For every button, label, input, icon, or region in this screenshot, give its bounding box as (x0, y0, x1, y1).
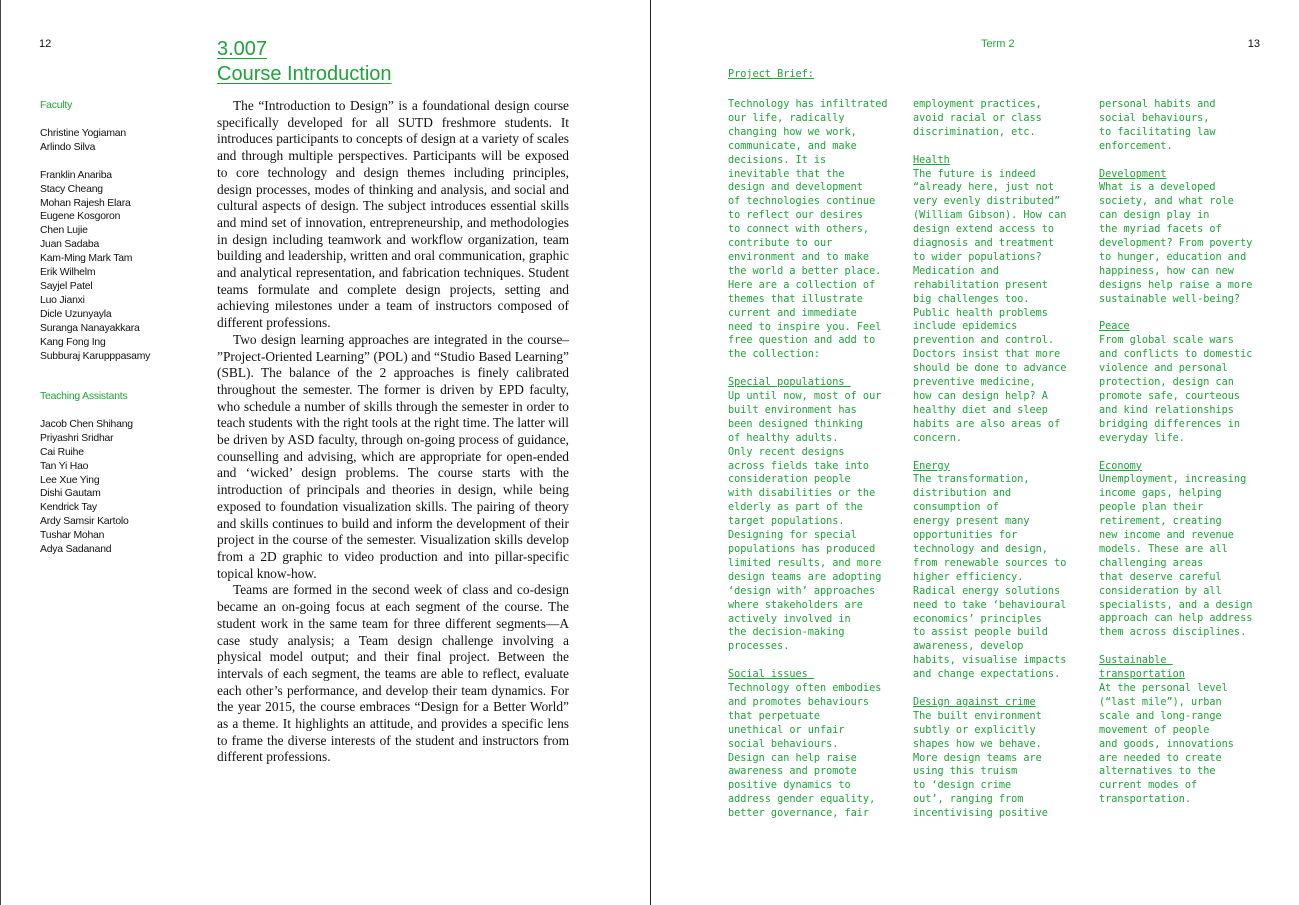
faculty-name: Erik Wilhelm (40, 267, 96, 279)
faculty-list (40, 99, 150, 363)
faculty-name: Sayjel Patel (40, 280, 93, 292)
page-number: 13 (1247, 38, 1260, 50)
brief-column-2 (913, 98, 1089, 821)
brief-column-1 (728, 98, 904, 821)
course-title: Course Introduction (217, 63, 392, 85)
section-text: Technology often embodies and promotes behaviours that perpetuate unethical or unfair social behaviours. Design can help raise awareness and promote positive dynamics to address gender equality, better governance, fair (728, 683, 882, 820)
section-text: Up until now, most of our built environment has been designed thinking of healthy adults. Only recent designs across fields take into consideration people with disabilities or the elderly as part of the target populations. Designing for special populations has produced limited results, and more design teams are adopting ‘design with’ approaches where stakeholders are actively involved in the decision-making processes. (728, 391, 882, 653)
paragraph: Teams are formed in the second week of class and co-design became an on-going focus at each segment of the course. The student work in the same team for three different segments—A case study analysis; a Team design challenge involving a physical model output; and their final project. Between the intervals of each segment, the teams are able to reflect, evaluate each other’s performance, and develop their team dynamics. For the year 2015, the course embraces “Design for a Better World” as a theme. It highlights an attitude, and provides a specific lens to frame the diverse interests of the student and instructors from different professions. (217, 582, 569, 765)
page-number: 12 (39, 38, 52, 50)
section-heading: Design against crime (913, 696, 1036, 708)
section-text: From global scale wars and conflicts to domestic violence and personal protection, design can promote safe, courteous and kind relationships bridging differences in everyday life. (1099, 335, 1253, 444)
faculty-name: Suranga Nanayakkara (40, 322, 140, 334)
faculty-name: Mohan Rajesh Elara (40, 197, 131, 209)
faculty-name: Eugene Kosgoron (40, 211, 121, 223)
section-heading: Peace (1099, 321, 1130, 333)
teaching-assistant-name: Cai Ruihe (40, 446, 84, 458)
teaching-assistant-name: Dishi Gautam (40, 488, 101, 500)
section-heading: Economy (1099, 460, 1142, 472)
section-text: personal habits and social behaviours, to facilitating law enforcement. (1099, 99, 1216, 152)
section-heading: Health (913, 154, 950, 166)
section-text: The built environment subtly or explicitly shapes how we behave. More design teams are using this truism to ‘design crime out’, ranging from incentivising positive (913, 710, 1048, 820)
ta-heading: Teaching Assistants (40, 391, 128, 402)
teaching-assistants-list (40, 390, 133, 557)
section-text: employment practices, avoid racial or class discrimination, etc. (913, 99, 1042, 138)
section-text: At the personal level (“last mile”), urban scale and long-range movement of people and goods, innovations are needed to create alternatives to the current modes of transportation. (1099, 683, 1234, 806)
section-heading: Energy (913, 460, 950, 472)
faculty-name: Luo Jianxi (40, 294, 85, 306)
faculty-name: Juan Sadaba (40, 239, 100, 251)
faculty-name: Christine Yogiaman (40, 127, 126, 139)
faculty-name: Arlindo Silva (40, 141, 96, 153)
faculty-name: Dicle Uzunyayla (40, 308, 112, 320)
faculty-name: Chen Lujie (40, 225, 88, 237)
teaching-assistant-name: Tan Yi Hao (40, 460, 89, 472)
teaching-assistant-name: Lee Xue Ying (40, 474, 100, 486)
teaching-assistant-name: Kendrick Tay (40, 502, 97, 514)
paragraph: Two design learning approaches are integrated in the course– ”Project-Oriented Learning” (POL) and “Studio Based Learning” (SBL). The balance of the 2 approaches is finely calibrated throughout the semester. The former is driven by EPD faculty, who schedule a number of skills through the semester in order to teach students with the right tools at the right time. The latter will be driven by ASD faculty, through on-going process of guidance, counselling and advising, which are appropriate for open-ended and ‘wicked’ design problems. The course starts with the introduction of principals and theories in design, while being exposed to foundation visualization skills. The pairing of theory and skills continues to build and inform the development of their project in the course of the semester. Visualization skills develop from a 2D graphic to video production and into pillar-specific topical know-how. (217, 331, 569, 581)
section-text: What is a developed society, and what role can design play in the myriad facets of development? From poverty to hunger, education and happiness, how can new designs help raise a more sustainable well-being? (1099, 182, 1253, 305)
brief-column-3 (1099, 98, 1275, 807)
section-text: Unemployment, increasing income gaps, helping people plan their retirement, creating new income and revenue models. These are all challenging areas that deserve careful consideration by all specialists, and a design approach can help address them across disciplines. (1099, 474, 1253, 639)
faculty-heading: Faculty (40, 100, 73, 111)
intro-text: Technology has infiltrated our life, radically changing how we work, communicate, and make decisions. It is inevitable that the design and development of technologies continue to reflect our desires to connect with others, contribute to our environment and to make the world a better place. Here are a collection of themes that illustrate current and immediate need to inspire you. Feel free question and add to the collection: (728, 99, 888, 361)
teaching-assistant-name: Jacob Chen Shihang (40, 418, 133, 430)
course-title-block (217, 37, 392, 87)
faculty-name: Stacy Cheang (40, 183, 103, 195)
project-brief-heading: Project Brief: (728, 69, 814, 80)
section-heading: Development (1099, 168, 1167, 180)
section-heading: Sustainable transportation (1099, 655, 1185, 681)
teaching-assistant-name: Tushar Mohan (40, 530, 105, 542)
section-heading: Special populations (728, 377, 851, 389)
faculty-name: Franklin Anariba (40, 169, 112, 181)
faculty-name: Kam-Ming Mark Tam (40, 253, 133, 265)
section-heading: Social issues (728, 669, 814, 681)
course-description (217, 98, 569, 766)
section-text: The transformation, distribution and consumption of energy present many opportunities for technology and design, from renewable sources to higher efficiency. Radical energy solutions need to take ‘behavioural economics’ principles to assist people build awareness, develop habits, visualise impacts and change expectations. (913, 474, 1067, 681)
term-label: Term 2 (981, 38, 1015, 50)
faculty-name: Subburaj Karupppasamy (40, 350, 151, 362)
teaching-assistant-name: Adya Sadanand (40, 544, 112, 556)
course-code: 3.007 (217, 38, 268, 60)
section-text: The future is indeed “already here, just not very evenly distributed” (William Gibson). How can design extend access to diagnosis and treatment to wider populations? Medication and rehabilitation present big challenges too. Public health problems include epidemics prevention and control. Doctors insist that more should be done to advance preventive medicine, how can design help? A healthy diet and sleep habits are also areas of concern. (913, 168, 1067, 444)
teaching-assistant-name: Ardy Samsir Kartolo (40, 516, 129, 528)
paragraph: The “Introduction to Design” is a foundational design course specifically developed for all SUTD freshmore students. It introduces participants to concepts of design at a variety of scales and through multiple perspectives. Participants will be exposed to core technology and design themes including principles, design processes, modes of thinking and analysis, and social and cultural aspects of design. The subject introduces essential skills and mind set of innovation, entrepreneurship, and methodologies in design including teamwork and workflow organization, team building and leadership, written and oral communication, graphic and analytical representation, and fabrication techniques. Student teams formulate and complete design projects, setting and achieving milestones under a team of instructors composed of different professions. (217, 98, 569, 331)
teaching-assistant-name: Priyashri Sridhar (40, 432, 114, 444)
faculty-name: Kang Fong Ing (40, 336, 106, 348)
